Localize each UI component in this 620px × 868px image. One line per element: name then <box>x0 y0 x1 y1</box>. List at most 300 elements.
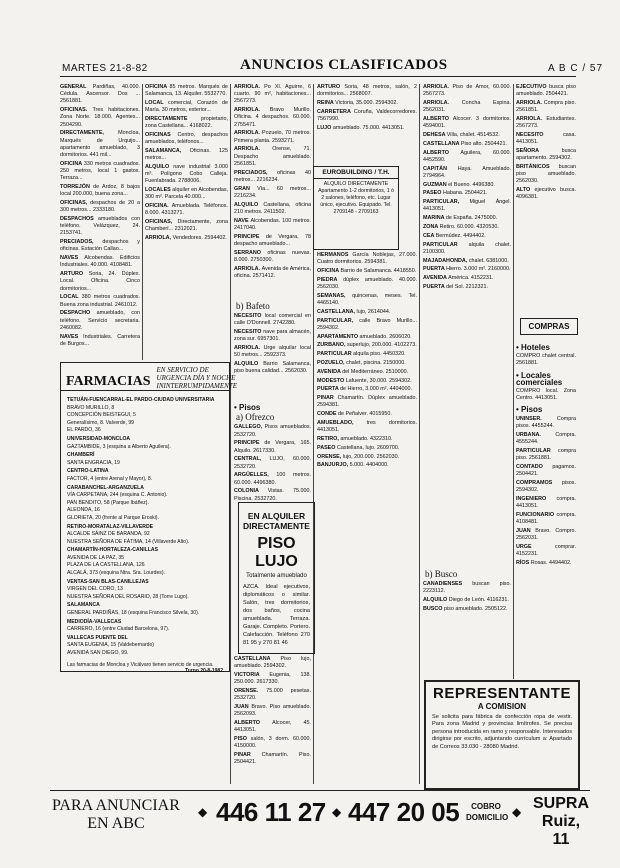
ad-keyword: DESPACHO <box>60 310 97 317</box>
ad-keyword: CENTRAL, <box>234 456 270 463</box>
header-date: MARTES 21-8-82 <box>62 63 148 74</box>
ad-text: el Bueno. 4496380. <box>448 181 495 188</box>
classified-ad <box>317 100 417 107</box>
luxury-desc: AZCA. Ideal ejecutivos, diplomáticos o similar. Salón, tres dormitorios, dos baños, cocina amueblada. Terraza. Garaje. Completo. Portero. Calefacción. Teléfono 270 81 95 y 270 81 46 <box>243 584 310 646</box>
ad-text: oficinas nuevas. 8.000. 2750300. <box>234 249 311 263</box>
ad-text: oficinas 40 metros... 2216234. <box>234 169 311 183</box>
classified-ad <box>423 116 511 130</box>
classified-ad <box>423 224 511 231</box>
ad-keyword: ARRIOLA. <box>423 84 453 90</box>
ad-keyword: UNINSER. <box>516 415 557 422</box>
ad-text: Villa, chalet. 4514532. <box>446 132 500 138</box>
ad-keyword: PINAR <box>317 395 338 402</box>
ad-text: Concha Espina. 2562031. <box>423 100 511 114</box>
ad-keyword: PARTICULAR <box>317 351 354 358</box>
ad-text: Hierro. 3.000 m². 2160000. <box>446 266 511 273</box>
ad-text: superlujo, 200.000. 4102273. <box>346 342 417 349</box>
classified-ad <box>423 100 511 114</box>
classified-ad <box>60 161 140 183</box>
pharmacy-address: GENERAL PARDIÑAS, 18 (esquina Francisco Silvela, 30). <box>67 610 200 617</box>
ad-text: Alcocer. 3 dormitorios. 4594001. <box>423 116 511 130</box>
ad-keyword: RETIRO, <box>317 435 341 442</box>
ad-text: amueblado. 2606020. <box>359 333 412 340</box>
representative-ad <box>424 680 580 790</box>
classified-ad <box>423 258 511 265</box>
classified-ad <box>516 132 576 146</box>
ad-keyword: MAJADAHONDA, <box>423 257 469 264</box>
ad-text: salón, 3 dorm. 60.000. 4150000. <box>234 736 311 750</box>
classified-ad <box>317 369 417 376</box>
classified-ad <box>317 462 417 469</box>
ad-keyword: ARRIOLA. <box>516 116 547 122</box>
locales-label: Locales comerciales <box>516 370 563 387</box>
ad-keyword: ARRIOLA. <box>234 265 262 272</box>
ad-keyword: MODESTO <box>317 377 346 384</box>
ad-text: 100 metros. 60.000. 4496380. <box>234 472 311 486</box>
ad-keyword: DEHESA <box>423 132 447 138</box>
ad-keyword: ALQUILO <box>234 201 264 208</box>
ad-text: Alcobendas. 100 metros. 2417040. <box>234 217 311 231</box>
ad-text: del Mediterráneo. 2510000. <box>342 368 409 375</box>
classified-ad <box>317 411 417 418</box>
classified-ad <box>234 250 311 264</box>
classified-ad <box>145 148 228 162</box>
ad-keyword: OFICINA <box>60 160 84 167</box>
section-busco-2: b) Busco <box>425 569 458 579</box>
bullet-icon: ◆ <box>198 805 208 819</box>
classified-ad <box>234 456 311 470</box>
pharmacy-district: CARABANCHEL-ARGANZUELA <box>67 484 144 491</box>
classified-ad <box>60 310 140 332</box>
ad-text: despachos de 20 a 300 metros... 2333180. <box>60 200 140 214</box>
ad-text: Chamartín. Piso. 2504421. <box>234 752 311 766</box>
classified-ad <box>234 202 311 216</box>
ad-keyword: ZONA <box>423 223 440 230</box>
classified-ad <box>516 448 576 462</box>
classified-ad <box>317 386 417 393</box>
ad-keyword: PUERTA <box>317 386 341 393</box>
ad-text: Aguilera, 60.000. 4452590. <box>423 149 511 163</box>
luxury-top: EN ALQUILER DIRECTAMENTE <box>243 511 310 531</box>
ad-text: Tres habitaciones. Zona Norte. 18.000. Agentes... 2504290. <box>60 107 140 128</box>
ad-keyword: LOCAL <box>145 100 168 106</box>
footer-supra-top: SUPRA <box>532 795 589 812</box>
ad-keyword: BANJURJO, <box>317 462 350 469</box>
classified-ad <box>516 164 576 186</box>
ad-keyword: ALQUILO <box>145 164 174 170</box>
ad-keyword: EJECUTIVO <box>516 84 550 90</box>
compras-pisos-label: Pisos <box>521 405 543 415</box>
ad-keyword: VICTORIA <box>234 672 270 678</box>
classified-ad <box>234 488 311 500</box>
ad-text: Piso de Amor, 60.000. 2567273. <box>423 84 511 98</box>
classified-ad <box>317 252 417 266</box>
ads-list <box>516 416 576 567</box>
ad-keyword: URBANA. <box>516 431 556 438</box>
classified-ad <box>234 329 311 343</box>
ad-keyword: PRECIADOS, <box>60 239 103 246</box>
ad-text: local comercial en calle O'Donnell. 2742280. <box>234 313 311 327</box>
classified-ad <box>234 720 311 734</box>
ad-keyword: SEÑORA <box>516 148 562 154</box>
ad-keyword: RÍOS <box>516 559 531 566</box>
luxury-flat-ad <box>238 502 315 654</box>
ad-text: amueblado, con teléfono. Servicio secretaria. 2460082. <box>60 310 140 331</box>
classified-ad <box>423 199 511 213</box>
classified-ad <box>516 100 576 114</box>
ad-keyword: PINAR <box>234 752 262 758</box>
page-header <box>0 0 620 84</box>
pharmacy-district: VALLECAS PUENTE DEL <box>67 634 128 641</box>
classified-ad <box>317 84 417 98</box>
ad-keyword: JUAN <box>234 704 252 710</box>
footer-supra-bottom: Ruiz, 11 <box>541 813 581 848</box>
classified-ad <box>234 656 311 670</box>
column-4-b <box>317 252 417 784</box>
classified-ad <box>423 266 511 273</box>
column-rule <box>142 84 143 360</box>
column-6 <box>516 84 576 314</box>
locales-heading: • Locales comerciales <box>516 370 563 387</box>
ad-text: amueblado. 75.000. 4413051. <box>332 124 405 131</box>
ad-keyword: ARTURO <box>317 84 345 90</box>
classified-ad <box>234 130 311 144</box>
ad-text: propietario, zona Castellana... 4168022. <box>145 116 228 130</box>
ad-text: comprar. 4152231. <box>516 543 576 557</box>
ad-keyword: ARRIOLA, <box>145 235 173 242</box>
ad-text: compra. 4108481. <box>516 511 576 525</box>
ad-text: Estudiantes. 2567273. <box>516 116 576 130</box>
ad-text: Industriales. Carretera de Burgos... <box>60 333 140 347</box>
ad-text: Piso alto. 2504421. <box>460 140 507 147</box>
classified-ad <box>516 84 576 98</box>
classified-ad <box>60 239 140 253</box>
classified-ad <box>234 752 311 766</box>
ad-keyword: SALAMANCA, <box>145 148 190 154</box>
ad-text: Piso lujo, amueblado. 2594302. <box>234 656 311 670</box>
classified-ad <box>516 480 576 494</box>
ad-text: amueblados con teléfono. Velázquez, 24. 2153741. <box>60 216 140 237</box>
column-3-b <box>234 300 311 410</box>
classified-ad <box>60 184 140 198</box>
classified-ad <box>423 606 511 613</box>
ad-keyword: OFICINAS, <box>60 200 91 207</box>
pharmacy-district: VENTAS-SAN BLAS-CANILLEJAS <box>67 578 149 585</box>
ad-text: LUJO, 60.000. 2532720. <box>234 456 311 470</box>
ad-text: Diego de León. 4116231. <box>448 597 509 604</box>
classified-ad <box>423 166 511 180</box>
ad-keyword: GALLEGO, <box>234 424 265 431</box>
pharmacy-district: CENTRO-LATINA <box>67 468 109 475</box>
ad-keyword: PARTICULAR, <box>423 199 470 206</box>
classified-ad <box>234 736 311 750</box>
ad-keyword: NAVES <box>60 333 84 340</box>
ad-keyword: PUERTA <box>423 266 447 273</box>
classified-ad <box>317 351 417 358</box>
ad-text: buscan piso. 2223112. <box>423 581 511 595</box>
ad-keyword: URGE <box>516 543 556 550</box>
ad-text: calle Bravo Murillo... 2594302. <box>317 317 417 331</box>
classified-ad <box>234 107 311 129</box>
ad-keyword: SEMANAS, <box>317 292 353 299</box>
ad-keyword: NECESITO <box>234 329 264 336</box>
classified-ad <box>423 215 511 222</box>
ad-keyword: NECESITO <box>234 313 265 320</box>
ads-list <box>234 424 311 500</box>
section-pisos: • Pisos <box>234 403 261 412</box>
classified-ad <box>317 109 417 123</box>
ad-text: de Vergara, 78 despacho amueblado... <box>234 233 311 247</box>
ad-text: del Sol. 2212321. <box>446 283 489 290</box>
rep-desc: Se solicita para fábrica de confección ropa de vestir. Para zona Madrid y provincias limítrofes. Se precisa persona introducida en ramo y responsable. Interesados dirigirse por escrito, adjuntando currículum a: Apartado de Correos 33.030 - 28080 Madrid. <box>432 714 572 750</box>
ad-text: tres dormitorios. 4413051. <box>317 419 417 434</box>
ad-text: compra. 4413051. <box>516 495 576 509</box>
eurobuilding-body: ALQUILO DIRECTAMENTE Apartamento 1-2 dormitorios, 1 ó 2 salones, teléfono, etc. Lugar único, ejecutivo. Equipado. Tel. 2709148 - 2709163 <box>318 181 394 215</box>
classified-ad <box>516 432 576 446</box>
ad-keyword: CANADIENSES <box>423 581 473 588</box>
classified-ad <box>423 284 511 291</box>
classified-ad <box>516 464 576 478</box>
ad-keyword: PISO <box>234 736 251 742</box>
pharmacy-address: ALCALÁ, 373 (esquina Ntra. Sra. Lourdes). <box>67 570 165 577</box>
pharmacy-address: FACTOR, 4 (entre Arenal y Mayor), 8. <box>67 475 153 482</box>
classified-ad <box>234 440 311 454</box>
pharmacy-address: VIRGEN DEL CORO, 13 <box>67 586 123 593</box>
ad-text: lujo, 2614044. <box>356 308 391 315</box>
classified-ad <box>423 581 511 595</box>
ads-list <box>234 84 311 280</box>
footer-left-top: PARA ANUNCIAR <box>52 797 180 814</box>
ad-keyword: PRECIADOS, <box>234 169 278 176</box>
ad-keyword: OFICINA. <box>145 203 172 210</box>
classified-ad <box>60 130 140 159</box>
pharmacy-address: CARRERO, 16 (entre Ciudad Barcelona, 97). <box>67 626 170 633</box>
rep-subtitle: A COMISION <box>477 702 527 711</box>
ad-text: pagamos. 2504421. <box>516 463 576 477</box>
ad-text: Chamartín. Dúplex amueblado. 2594381. <box>317 395 417 409</box>
classified-ad <box>234 704 311 718</box>
classified-ad <box>516 560 576 567</box>
ad-text: Castellana, oficina 210 metros. 2411502. <box>234 201 311 215</box>
pharmacy-address: AVENIDA SAN DIEGO, 99. <box>67 650 129 656</box>
ad-keyword: OFICINAS. <box>60 107 93 114</box>
hoteles-label: Hoteles <box>521 343 550 352</box>
ads-list <box>423 84 511 291</box>
ad-keyword: PRINCIPE <box>234 440 265 447</box>
ad-keyword: LOCAL <box>60 294 82 301</box>
ad-keyword: POZUELO, <box>317 359 347 366</box>
eurobuilding-ad <box>313 166 399 250</box>
ad-text: 5.000. 4404000. <box>349 462 389 469</box>
ad-keyword: OFICINAS <box>145 132 178 138</box>
classified-ad <box>516 187 576 201</box>
ad-keyword: ALBERTO <box>423 116 453 122</box>
pharmacy-district: CHAMBERÍ <box>67 452 95 459</box>
ad-text: Pardiñas, 40.000. Cédula. Ascensor. Dos ... 2561881. <box>60 84 140 105</box>
pharmacy-district: UNIVERSIDAD-MONCLOA <box>67 435 131 442</box>
ad-keyword: ARRIOLA. <box>234 130 263 137</box>
ad-text: Victoria, 35.000. 2594302. <box>335 100 398 106</box>
pharmacy-district: CHAMARTÍN-HORTALEZA-CANILLAS <box>67 547 159 554</box>
classified-ad <box>234 84 311 106</box>
ad-keyword: CASTELLANA <box>234 656 281 662</box>
ad-text: Bravo. Compro. 2562031. <box>516 527 576 541</box>
pharmacy-district: RETIRO-MORATALAZ-VILLAVERDE <box>67 523 154 530</box>
column-rule <box>419 84 420 784</box>
section-title: ANUNCIOS CLASIFICADOS <box>240 57 448 73</box>
classified-ad <box>145 235 228 242</box>
ad-keyword: CONTADO <box>516 463 553 470</box>
ad-text: Soria, 24. Dúplex. Local. Oficina. Cinco dormitorios... <box>60 271 140 292</box>
ad-keyword: PASEO <box>423 190 443 197</box>
classified-ad <box>423 275 511 282</box>
classified-ad <box>60 294 140 308</box>
ad-keyword: HERMANOS <box>317 252 353 258</box>
ad-text: de Vergara, 165. Alquilo. 2617330. <box>234 440 311 454</box>
classified-ad <box>145 164 228 186</box>
ad-text: América. 4152231. <box>448 275 494 282</box>
classified-ad <box>234 672 311 686</box>
ad-text: comercial, Corazón de María. 30 metros, exterior... <box>145 100 228 114</box>
ad-keyword: CEA <box>423 232 436 239</box>
ads-list <box>317 84 417 132</box>
ad-text: Directamente, zona Chamberí... 2312021. <box>145 219 228 233</box>
classified-ad <box>145 116 228 130</box>
ad-keyword: ALQUILO <box>423 597 449 604</box>
ads-list <box>145 84 228 242</box>
ad-text: Miguel Ángel. 4413051. <box>423 199 511 213</box>
column-rule <box>230 84 231 784</box>
ad-keyword: GRAN <box>234 185 258 192</box>
column-1 <box>60 84 140 360</box>
ad-text: de Ardoz, 8 bajos local 200.000, buena zona... <box>60 184 140 198</box>
compras-pisos-heading: • Pisos <box>516 405 543 415</box>
ad-text: Soria, 48 metros, salón, 2 dormitorios... 2568007. <box>317 84 417 98</box>
pharmacy-address: SANTA ENGRACIA, 19 <box>67 459 120 466</box>
classified-ad <box>317 309 417 316</box>
ad-keyword: GUZMAN <box>423 181 449 188</box>
pharmacy-address: NUESTRA SEÑORA DE FÁTIMA, 14 (Villaverde Alto). <box>67 538 190 545</box>
classified-ad <box>423 597 511 604</box>
ad-text: García Noblejas, 27.000. Cuatro dormitorios. 2594381. <box>317 252 417 266</box>
classified-ad <box>516 528 576 542</box>
pharmacy-address: AVENIDA DE LA PAZ, 35 <box>67 554 124 561</box>
classified-ad <box>317 334 417 341</box>
classified-ad <box>234 234 311 248</box>
ad-text: Compra pisos. 4455244. <box>516 415 576 429</box>
pharmacy-address: ALEONDA, 16 <box>67 507 100 514</box>
ad-keyword: PARTICULAR <box>516 447 559 454</box>
pharmacy-address: GAZTAMBIDE, 3 (esquina a Alberto Aguilera). <box>67 443 171 450</box>
ad-text: Centro, despachos amueblados, teléfonos... <box>145 132 228 146</box>
column-5-b <box>423 568 511 674</box>
classified-ad <box>60 271 140 293</box>
ad-keyword: NAVES <box>60 255 85 262</box>
ad-text: Alcobendas. Edificios Industriales. 40.000. 4108481. <box>60 255 140 269</box>
pharmacy-turno: Turno 20-8-1982 <box>185 667 223 674</box>
ad-keyword: ALBERTO <box>423 149 461 156</box>
classified-ad <box>423 150 511 164</box>
pharmacy-subtitle: EN SERVICIO DE URGENCIA DÍA Y NOCHE ININTERRUMPIDAMENTE <box>156 366 238 390</box>
classified-ad <box>234 345 311 359</box>
footer-supra <box>532 795 590 849</box>
classified-ad <box>516 512 576 526</box>
ad-text: Pozuelo, 70 metros. Primera planta. 2593271. <box>234 130 311 144</box>
ad-keyword: ALQUILO <box>234 361 264 368</box>
classified-ad <box>234 218 311 232</box>
ad-keyword: NECESITO <box>516 132 564 138</box>
ad-keyword: ARGÜELLES, <box>234 472 277 479</box>
column-2 <box>145 84 228 360</box>
column-3-d <box>234 656 311 784</box>
classified-ad <box>60 200 140 214</box>
ad-text: quincenas, meses. Tel. 4465140. <box>317 292 417 306</box>
ad-keyword: AVENIDA <box>317 368 343 375</box>
pharmacy-district: TETUÁN-FUENCARRAL-EL PARDO-CIUDAD UNIVERSITARIA <box>67 397 215 403</box>
bullet-icon: ◆ <box>332 805 342 819</box>
ad-text: Barrio Salamanca, piso buena calidad... 2562030. <box>234 361 311 375</box>
pharmacy-address: GLORIETA, 20 (frente al Parque Eroski). <box>67 514 159 521</box>
ad-text: de Peñalver. 4015950. <box>337 411 392 418</box>
ad-keyword: TORREJÓN <box>60 184 94 191</box>
classified-ad <box>317 395 417 409</box>
ad-text: Retiro. 60.000. 4320530. <box>439 223 499 230</box>
classified-ad <box>317 318 417 332</box>
ad-text: buscan piso amueblado. 2562030. <box>516 164 576 185</box>
ad-keyword: MARINA <box>423 215 446 222</box>
pharmacy-address: SANTA EUGENIA, 15 (Valdebernardo) <box>67 642 155 649</box>
ad-text: Coruña, Valdecorredores. 7567990. <box>317 108 417 122</box>
classified-ad <box>234 146 311 168</box>
classified-ad <box>317 378 417 385</box>
classified-ad <box>234 424 311 438</box>
pharmacy-address: VÍA CARPETANA, 244 (esquina C. Antonio). <box>67 492 168 499</box>
classified-ad <box>234 266 311 280</box>
ad-keyword: AMUEBLADO, <box>317 419 367 426</box>
ad-text: Lafuente, 30.000. 2594302. <box>345 377 412 384</box>
ad-keyword: JUAN <box>516 527 536 534</box>
ad-text: de España. 2475000. <box>445 215 498 222</box>
ad-keyword: ZURBANO, <box>317 342 347 349</box>
ad-text: nave para almacén, zona sur. 6957301. <box>234 329 311 343</box>
ad-text: alquila chalet. 2100300. <box>423 241 511 255</box>
newspaper-page: A B C / 57 <box>548 63 604 74</box>
pharmacy-box <box>60 362 238 674</box>
classified-ad <box>423 84 511 98</box>
ad-keyword: CASTELLANA, <box>317 308 357 315</box>
classified-ad <box>234 170 311 184</box>
classified-ad <box>317 293 417 307</box>
classified-ad <box>234 472 311 486</box>
ads-list <box>234 313 311 375</box>
ad-keyword: GENERAL <box>60 84 93 90</box>
ad-text: Avenida de América, oficina. 2571412. <box>234 265 311 279</box>
section-busco: b) Bafeto <box>236 301 270 311</box>
ad-text: Barrio de Salamanca. 4418550. <box>340 268 417 274</box>
classified-ad <box>60 107 140 129</box>
classified-ad <box>317 454 417 461</box>
ad-text: piso amueblado. 2505122. <box>443 606 508 612</box>
ad-text: alquiler en Alcobendas, 300 m². Parcela 40.000... <box>145 187 228 201</box>
column-3 <box>234 84 311 296</box>
ad-keyword: DESPACHOS <box>60 216 98 223</box>
ad-keyword: ORENSE, <box>317 453 343 460</box>
ad-text: Vendedores. 2594402. <box>172 235 227 242</box>
pharmacy-title: FARMACIAS <box>66 374 151 389</box>
classified-ad <box>234 313 311 327</box>
ad-text: Compra. 4555244. <box>516 431 576 445</box>
pharmacy-address: PLAZA DE LA CASTELLANA, 126 <box>67 562 145 569</box>
